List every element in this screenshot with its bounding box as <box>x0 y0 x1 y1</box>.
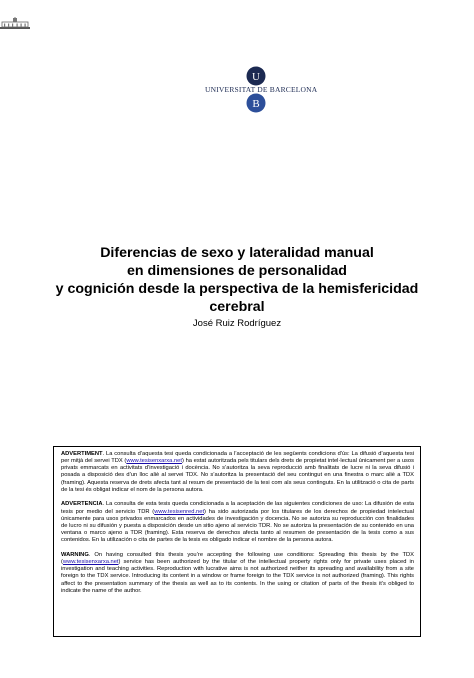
notice-label: ADVERTIMENT <box>61 451 103 457</box>
author-name: José Ruiz Rodríguez <box>192 318 282 329</box>
title-line: en dimensiones de personalidad <box>127 263 347 279</box>
notice-spanish <box>61 501 414 544</box>
notice-text: ) service has been authorized by the titular of the intellectual property rights only for private uses placed in investigation and teaching activities. Reproduction with lucrative aims is not authorized neither its spreading and availability from a site foreign to the TDX service. Introducing its content in a window or frame foreign to the TDX service is not authorized (framing). This rights affect to the presentation summary of the thesis as well as to its contents. In the using or citation of parts of the thesis it’s obliged to indicate the name of the author. <box>61 559 414 594</box>
notice-text: ) ha sido autorizada por los titulares de los derechos de propiedad intelectual únicamente para usos privados enmarcados en actividades de investigación y docencia. No se autoriza su reproducción con finalidades de lucro ni su difusión y puesta a disposición desde un sitio ajeno al servicio TDR. No se autoriza la presentación de su contenido en una ventana o marco ajeno a TDR (framing). Esta reserva de derechos afecta tanto al resumen de presentación de la tesis como a sus contenidos. En la utilización o cita de partes de la tesis es obligado indicar el nombre de la persona autora. <box>61 508 414 544</box>
notice-text: ) ha estat autoritzada pels titulars dels drets de propietat intel·lectual únicament per a usos privats emmarcats en activitats d’investigació i docència. No s’autoritza la seva reproducció amb finalitats de lucre ni la seva difusió i posada a disposició des d’un lloc aliè al servei TDX. No s’autoritza la presentació del seu contingut en una finestra o marc aliè a TDX (framing). Aquesta reserva de drets afecta tant al resum de presentació de la tesi com als seus continguts. En la utilització o cita de parts de la tesi és obligat indicar el nom de la persona autora. <box>61 458 414 493</box>
notice-text: . La consulta de esta tesis queda condicionada a la aceptación de las siguientes condiciones de uso: La difusión de esta tesis por medio del servicio TDR ( <box>61 501 414 515</box>
title-line: y cognición desde la perspectiva de la hemisfericidad <box>55 281 419 297</box>
notice-link[interactable]: www.tesisenxarxa.net <box>126 458 182 465</box>
university-seal-bottom-icon <box>246 93 266 113</box>
notice-label: WARNING <box>61 551 89 558</box>
seal-letter-b: B <box>252 98 260 110</box>
thesis-title <box>40 244 434 316</box>
notice-text: . La consulta d’aquesta tesi queda condicionada a l’acceptació de les següents condicions d'ús: La difusió d’aquesta tesi per mitjà del servei TDX ( <box>61 451 414 465</box>
seal-letter-u: U <box>252 71 260 83</box>
notice-catalan <box>61 451 414 494</box>
title-line: cerebral <box>209 299 265 315</box>
notice-english <box>61 552 414 595</box>
title-line: Diferencias de sexo y lateralidad manual <box>100 245 374 261</box>
university-seal-top-icon <box>246 66 266 86</box>
building-logo-icon <box>0 17 30 31</box>
notice-link[interactable]: www.tesisenxarxa.net <box>62 559 119 566</box>
institution-name: UNIVERSITAT DE BARCELONA <box>205 85 318 94</box>
legal-notice-box <box>53 446 421 637</box>
notice-link[interactable]: www.tesisenred.net <box>154 508 205 515</box>
notice-text: . On having consulted this thesis you’re accepting the following use conditions: Spreading this thesis by the TDX ( <box>61 551 414 566</box>
notice-label: ADVERTENCIA <box>61 501 103 508</box>
